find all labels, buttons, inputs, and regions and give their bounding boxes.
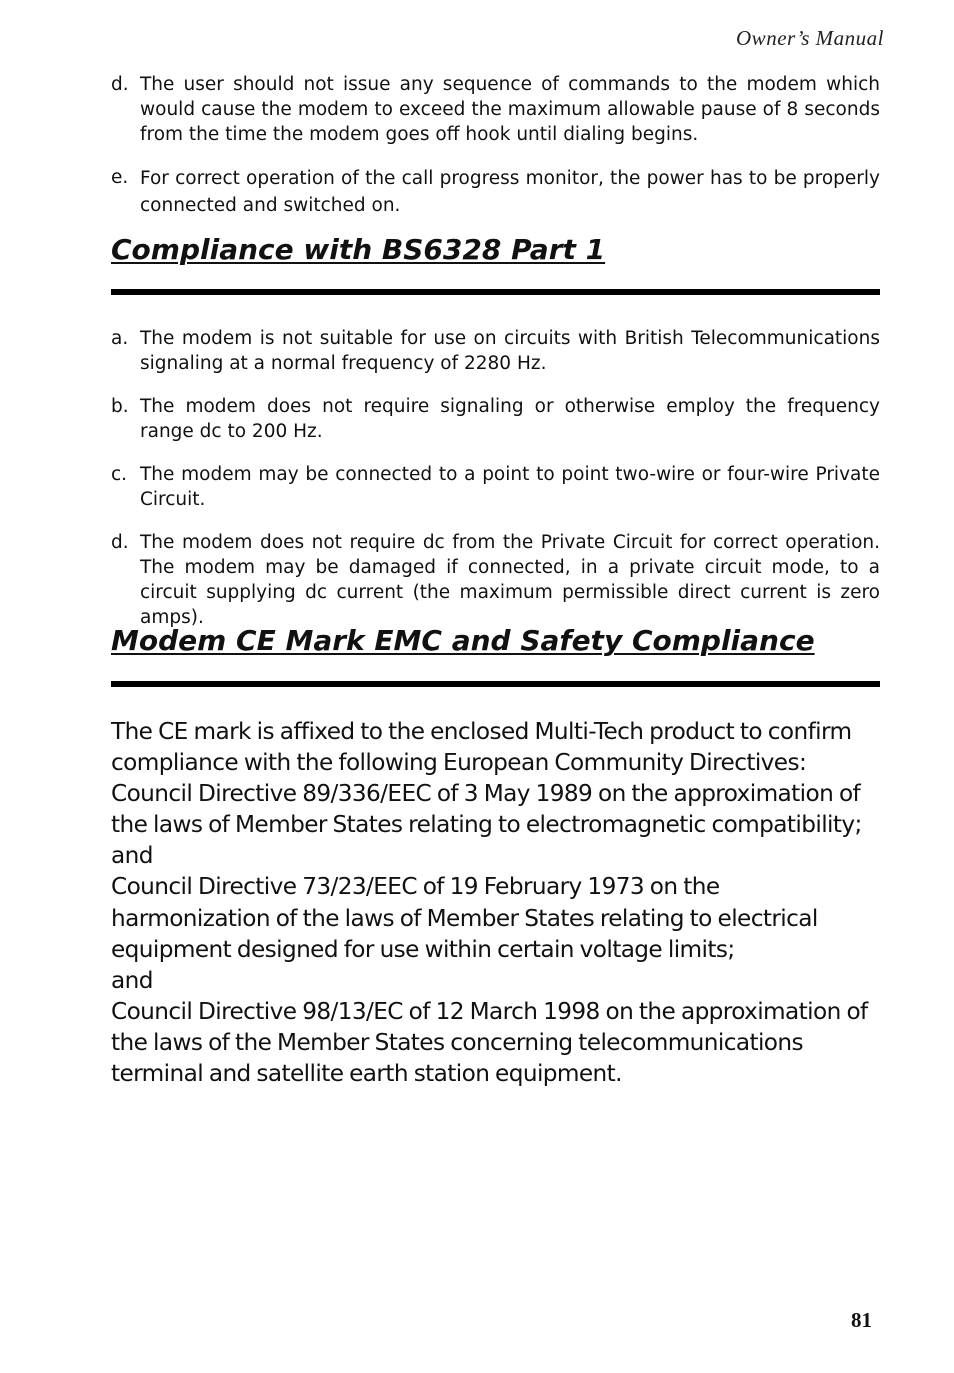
ce-compliance-text bbox=[111, 716, 886, 1089]
running-header: Owner’s Manual bbox=[736, 26, 884, 50]
list-text: The modem does not require signaling or otherwise employ the frequency range dc to 200 Hz. bbox=[140, 396, 880, 442]
list-marker: c. bbox=[111, 464, 128, 485]
list-marker: e. bbox=[111, 167, 129, 188]
text-line: equipment designed for use within certain voltage limits; bbox=[111, 935, 735, 963]
text-line: terminal and satellite earth station equipment. bbox=[111, 1060, 622, 1088]
text-line: the laws of Member States relating to electromagnetic compatibility; bbox=[111, 811, 862, 839]
bs6328-list bbox=[111, 326, 880, 630]
text-line: and bbox=[111, 966, 153, 994]
list-marker: d. bbox=[111, 74, 129, 95]
page-number: 81 bbox=[851, 1308, 872, 1332]
list-text: The modem may be connected to a point to point two-wire or four-wire Private Circuit. bbox=[140, 464, 880, 510]
list-item bbox=[111, 530, 880, 630]
text-line: the laws of the Member States concerning telecommunications bbox=[111, 1028, 803, 1056]
intro-list bbox=[111, 72, 880, 219]
text-line: The CE mark is affixed to the enclosed Multi-Tech product to confirm bbox=[111, 718, 852, 745]
list-text: The user should not issue any sequence of commands to the modem which would cause the modem to exceed the maximum allowable pause of 8 seconds from the time the modem goes off hook until dialing begins. bbox=[140, 74, 880, 145]
text-line: Council Directive 89/336/EEC of 3 May 1989 on the approximation of bbox=[111, 780, 861, 808]
section-heading-ce-mark: Modem CE Mark EMC and Safety Compliance bbox=[111, 624, 815, 657]
section-heading-bs6328: Compliance with BS6328 Part 1 bbox=[111, 233, 606, 266]
list-item bbox=[111, 394, 880, 444]
list-marker: b. bbox=[111, 396, 129, 417]
list-marker: a. bbox=[111, 328, 129, 349]
list-item bbox=[111, 72, 880, 147]
section-rule bbox=[111, 681, 880, 687]
text-line: compliance with the following European Community Directives: bbox=[111, 749, 807, 777]
list-item bbox=[111, 326, 880, 376]
list-text: The modem is not suitable for use on circuits with British Telecommunications signaling at a normal frequency of 2280 Hz. bbox=[140, 328, 880, 374]
list-text: For correct operation of the call progress monitor, the power has to be properly connected and switched on. bbox=[140, 168, 880, 216]
section-rule bbox=[111, 289, 880, 295]
list-item bbox=[111, 462, 880, 512]
list-item bbox=[111, 165, 880, 219]
list-marker: d. bbox=[111, 532, 129, 553]
list-text: The modem does not require dc from the Private Circuit for correct operation. The modem may be damaged if connected, in a private circuit mode, to a circuit supplying dc current (the maximum permissible direct current is zero amps). bbox=[140, 532, 880, 628]
text-line: Council Directive 73/23/EEC of 19 February 1973 on the bbox=[111, 873, 720, 901]
text-line: and bbox=[111, 842, 153, 870]
text-line: Council Directive 98/13/EC of 12 March 1998 on the approximation of bbox=[111, 997, 868, 1025]
text-line: harmonization of the laws of Member States relating to electrical bbox=[111, 904, 818, 932]
